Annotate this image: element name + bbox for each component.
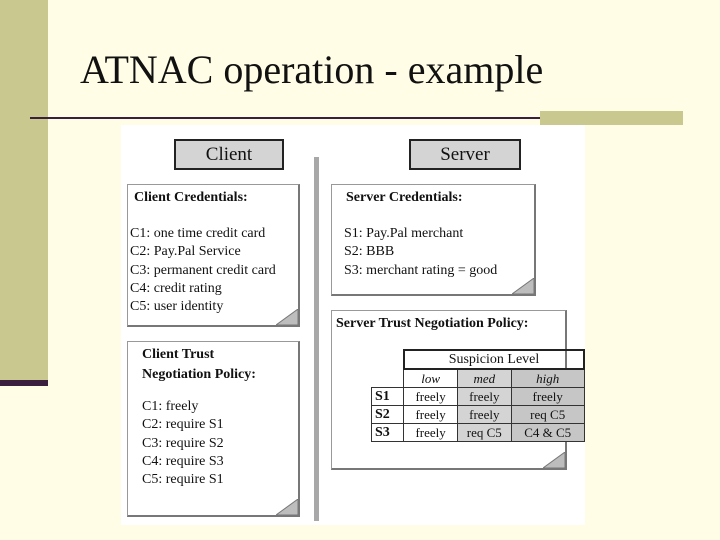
credential-item: C5: user identity bbox=[130, 299, 224, 315]
policy-item: C5: require S1 bbox=[142, 472, 224, 488]
level-low-header: low bbox=[404, 369, 457, 388]
server-policy-table bbox=[371, 349, 585, 442]
credential-item: C3: permanent credit card bbox=[130, 262, 276, 278]
left-accent-bar bbox=[0, 0, 48, 385]
server-credentials-list bbox=[344, 225, 497, 280]
cell-low: freely bbox=[404, 388, 457, 406]
row-label: S3 bbox=[372, 424, 404, 442]
level-high-header: high bbox=[511, 369, 584, 388]
table-row bbox=[372, 388, 585, 406]
client-policy-title-line1: Client Trust bbox=[142, 347, 215, 362]
client-credentials-title: Client Credentials: bbox=[134, 190, 248, 205]
client-policy-list bbox=[142, 398, 224, 489]
cell-med: freely bbox=[457, 406, 511, 424]
server-credentials-title: Server Credentials: bbox=[346, 190, 463, 205]
cell-med: freely bbox=[457, 388, 511, 406]
table-corner bbox=[372, 369, 404, 388]
policy-item: C2: require S1 bbox=[142, 417, 224, 433]
page-fold-icon bbox=[276, 499, 298, 515]
credential-item: C4: credit rating bbox=[130, 280, 222, 296]
table-row bbox=[372, 424, 585, 442]
left-accent-underline bbox=[0, 380, 48, 386]
diagram bbox=[121, 125, 585, 525]
page-fold-icon bbox=[276, 309, 298, 325]
cell-low: freely bbox=[404, 406, 457, 424]
row-label: S2 bbox=[372, 406, 404, 424]
policy-item: C4: require S3 bbox=[142, 453, 224, 469]
client-policy-title-line2: Negotiation Policy: bbox=[142, 367, 256, 382]
credential-item: S1: Pay.Pal merchant bbox=[344, 226, 464, 241]
row-label: S1 bbox=[372, 388, 404, 406]
server-header: Server bbox=[409, 139, 521, 170]
cell-med: req C5 bbox=[457, 424, 511, 442]
level-med-header: med bbox=[457, 369, 511, 388]
slide-title: ATNAC operation - example bbox=[80, 47, 544, 92]
page-fold-icon bbox=[543, 452, 565, 468]
server-policy-title: Server Trust Negotiation Policy: bbox=[336, 316, 529, 331]
credential-item: S2: BBB bbox=[344, 244, 395, 260]
cell-low: freely bbox=[404, 424, 457, 442]
policy-item: C1: freely bbox=[142, 399, 199, 414]
client-credentials-doc bbox=[127, 184, 300, 327]
table-row bbox=[372, 406, 585, 424]
credential-item: C1: one time credit card bbox=[130, 226, 266, 241]
client-credentials-list bbox=[130, 225, 276, 316]
credential-item: C2: Pay.Pal Service bbox=[130, 244, 241, 260]
server-credentials-doc bbox=[331, 184, 536, 296]
client-policy-title bbox=[142, 346, 256, 383]
table-corner bbox=[372, 350, 404, 369]
client-server-divider bbox=[314, 157, 319, 521]
cell-high: req C5 bbox=[511, 406, 584, 424]
credential-item: S3: merchant rating = good bbox=[344, 262, 498, 278]
client-policy-doc bbox=[127, 341, 300, 517]
policy-item: C3: require S2 bbox=[142, 435, 224, 451]
title-rule-accent bbox=[540, 111, 683, 125]
client-header: Client bbox=[174, 139, 284, 170]
cell-high: freely bbox=[511, 388, 584, 406]
suspicion-level-header: Suspicion Level bbox=[404, 350, 584, 369]
page-fold-icon bbox=[512, 278, 534, 294]
cell-high: C4 & C5 bbox=[511, 424, 584, 442]
